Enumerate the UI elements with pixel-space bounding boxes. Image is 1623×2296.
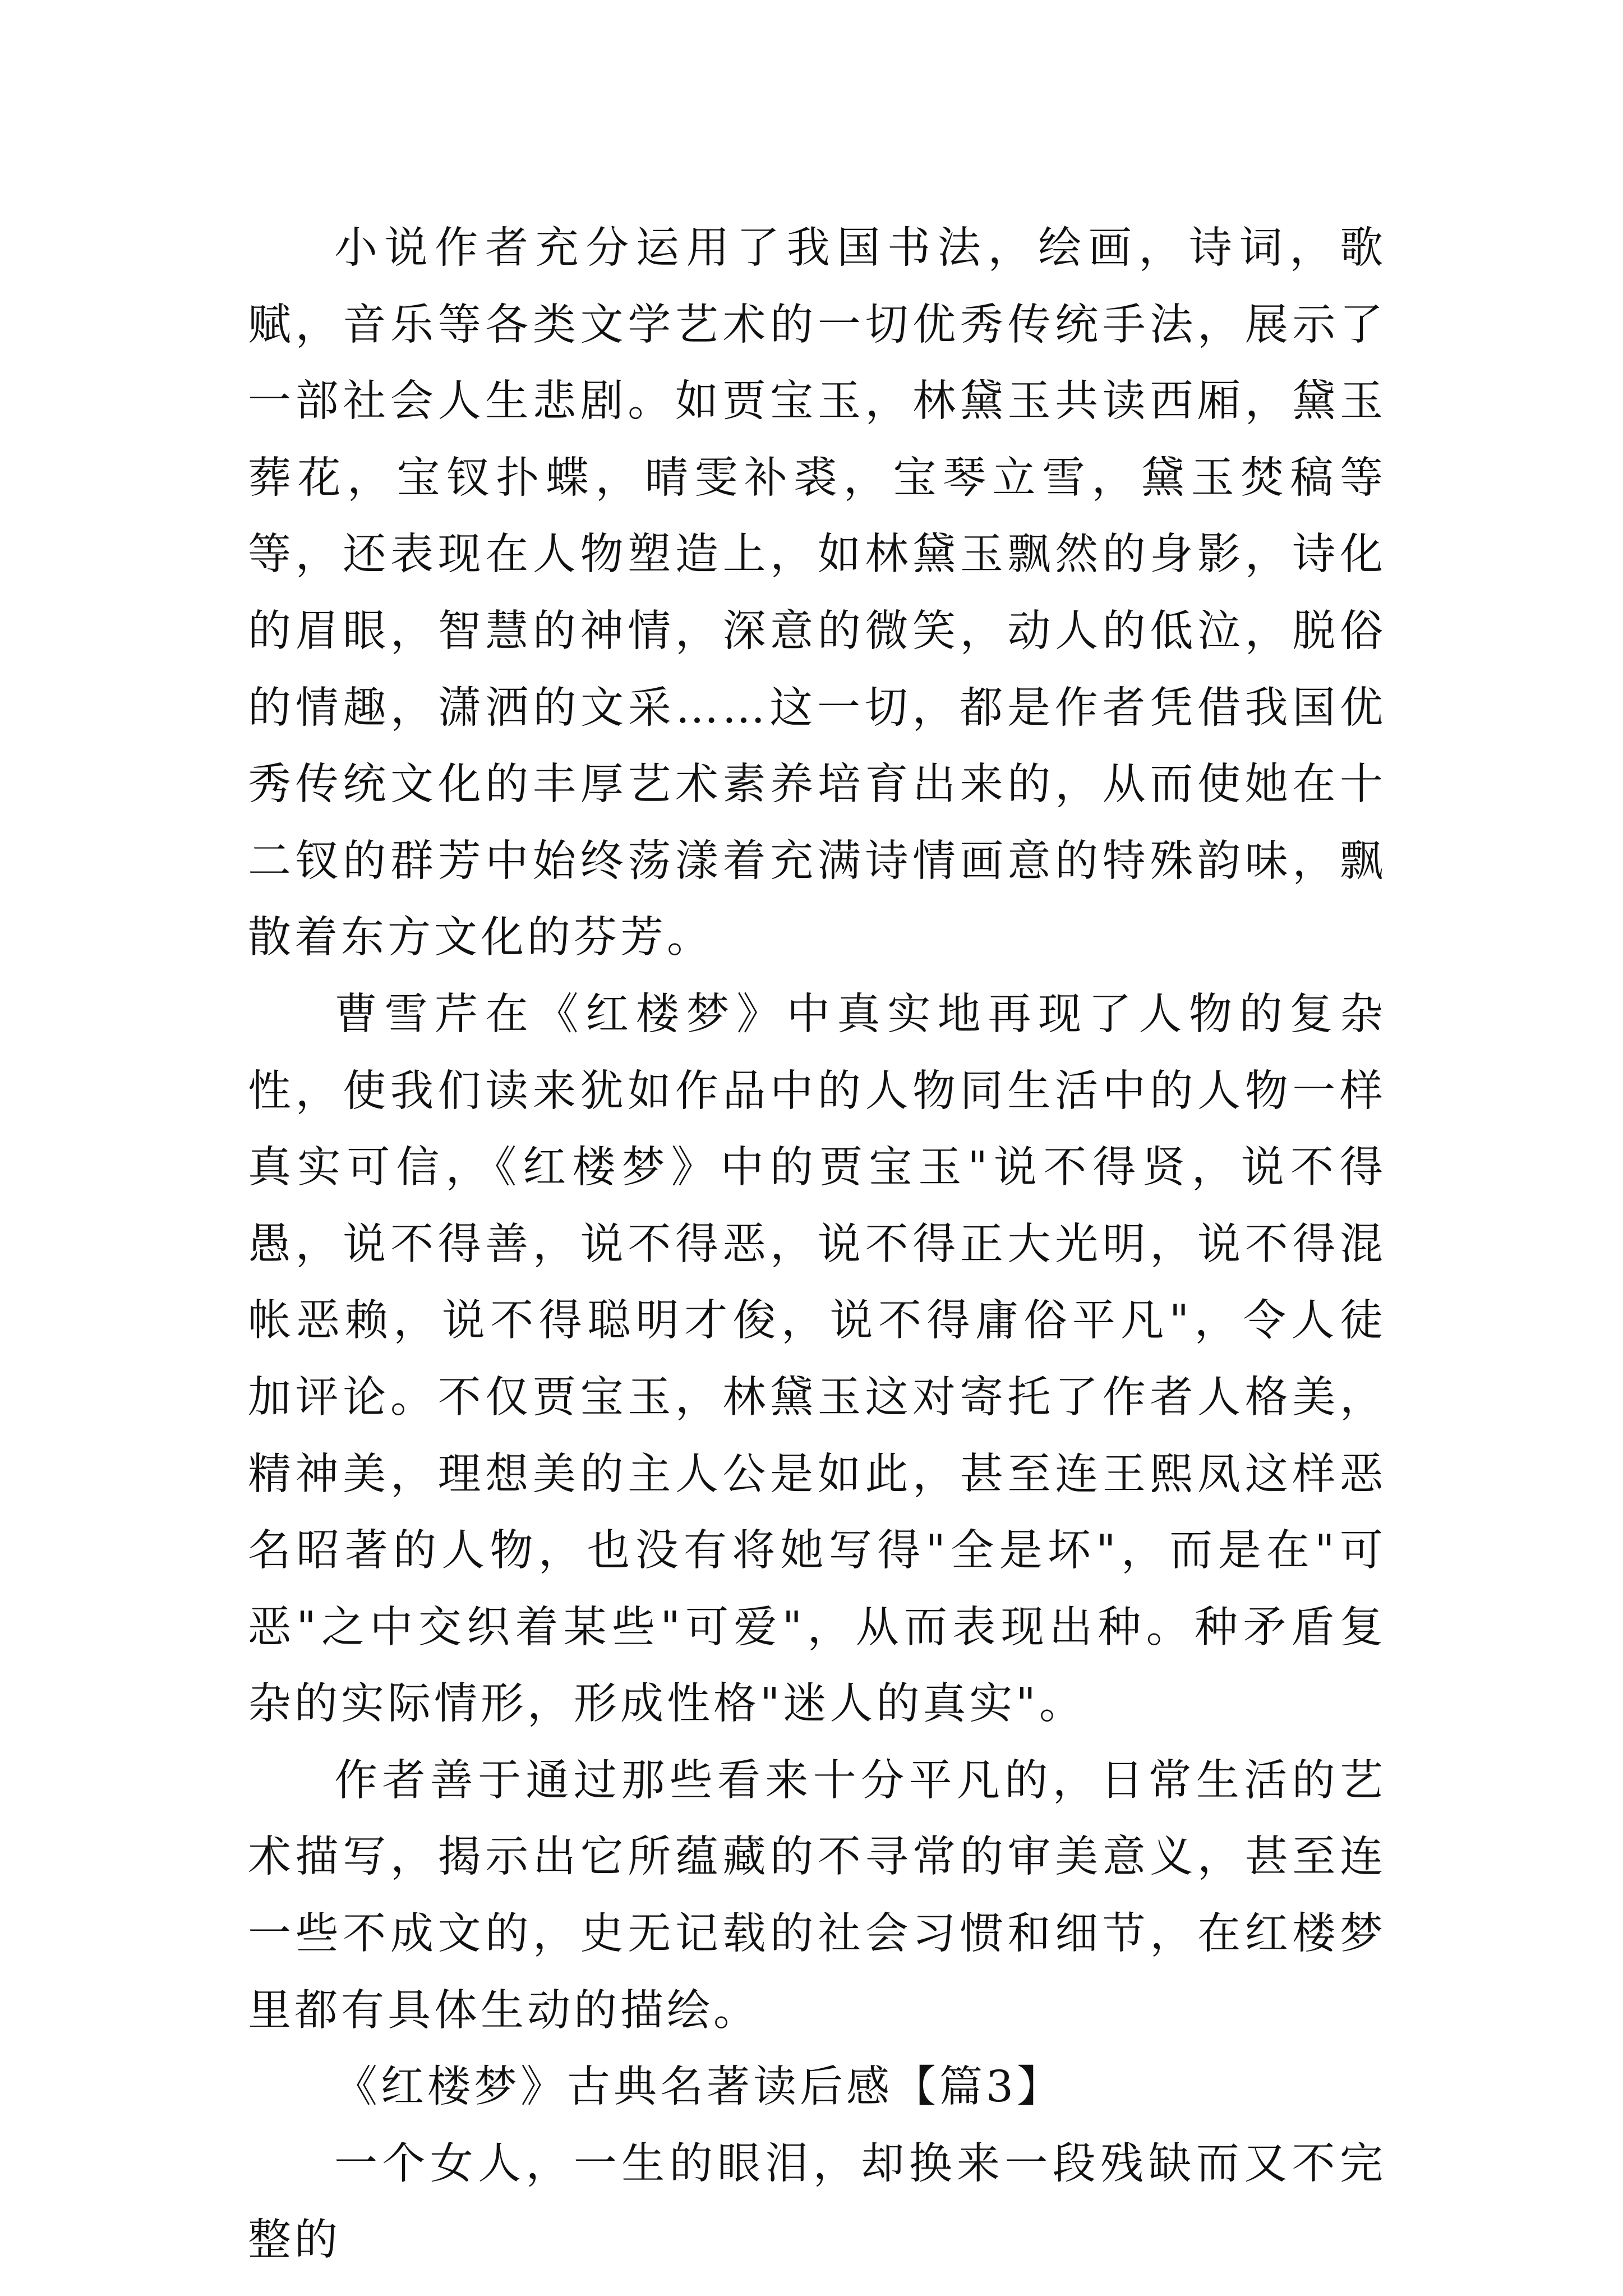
body-text — [248, 210, 1386, 2279]
paragraph-3: 作者善于通过那些看来十分平凡的，日常生活的艺术描写，揭示出它所蕴藏的不寻常的审美意义，甚至连一些不成文的，史无记载的社会习惯和细节，在红楼梦里都有具体生动的描绘。 — [248, 1755, 1386, 2036]
paragraph-2: 曹雪芹在《红楼梦》中真实地再现了人物的复杂性，使我们读来犹如作品中的人物同生活中的人物一样真实可信，《红楼梦》中的贾宝玉"说不得贤，说不得愚，说不得善，说不得恶，说不得正大光明，说不得混帐恶赖，说不得聪明才俊，说不得庸俗平凡"，令人徒加评论。不仅贾宝玉，林黛玉这对寄托了作者人格美，精神美，理想美的主人公是如此，甚至连王熙凤这样恶名昭著的人物，也没有将她写得"全是坏"，而是在"可恶"之中交织着某些"可爱"，从而表现出种。种矛盾复杂的实际情形，形成性格"迷人的真实"。 — [248, 989, 1386, 1729]
paragraph-1: 小说作者充分运用了我国书法，绘画，诗词，歌赋，音乐等各类文学艺术的一切优秀传统手法，展示了一部社会人生悲剧。如贾宝玉，林黛玉共读西厢，黛玉葬花，宝钗扑蝶，晴雯补裘，宝琴立雪，黛玉焚稿等等，还表现在人物塑造上，如林黛玉飘然的身影，诗化的眉眼，智慧的神情，深意的微笑，动人的低泣，脱俗的情趣，潇洒的文采……这一切，都是作者凭借我国优秀传统文化的丰厚艺术素养培育出来的，从而使她在十二钗的群芳中始终荡漾着充满诗情画意的特殊韵味，飘散着东方文化的芬芳。 — [248, 223, 1386, 963]
paragraph-4: 一个女人，一生的眼泪，却换来一段残缺而又不完整的 — [248, 2138, 1386, 2266]
section-heading: 《红楼梦》古典名著读后感【篇3】 — [334, 2062, 1063, 2113]
